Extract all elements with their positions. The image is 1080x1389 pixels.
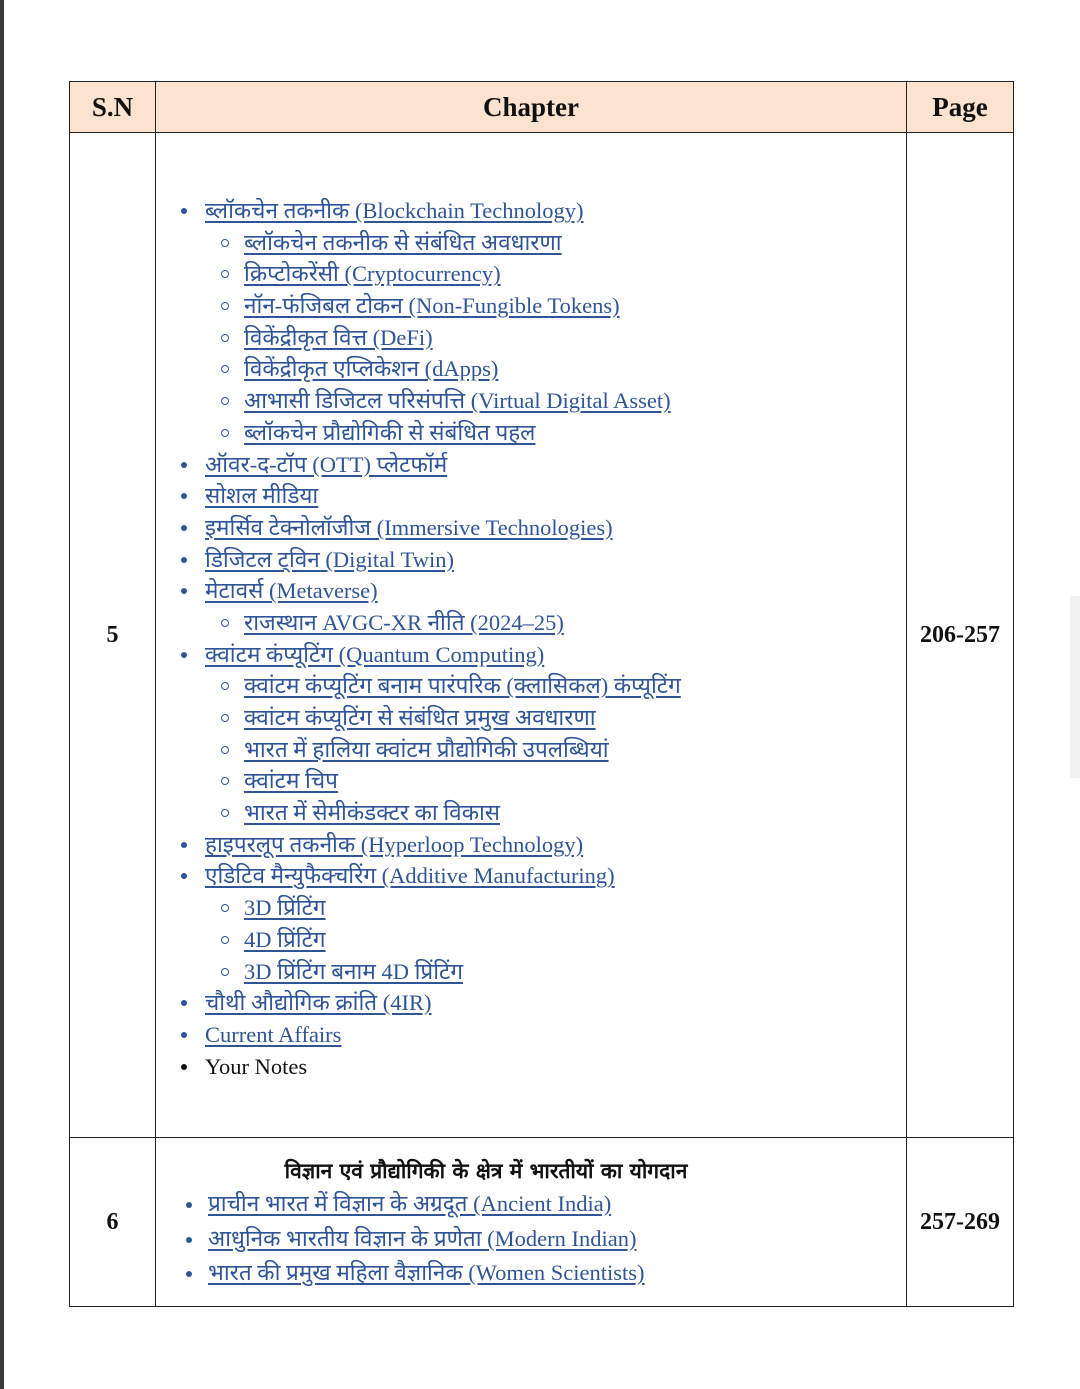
sub-topic-item bbox=[156, 797, 906, 829]
sub-topic-item bbox=[156, 734, 906, 766]
topic-link[interactable]: आधुनिक भारतीय विज्ञान के प्रणेता (Modern Indian) bbox=[208, 1225, 637, 1251]
sub-topic-item bbox=[156, 227, 906, 259]
topic-link[interactable]: ऑवर-द-टॉप (OTT) प्लेटफॉर्म bbox=[205, 451, 448, 477]
topic-link[interactable]: मेटावर्स (Metaverse) bbox=[205, 578, 378, 604]
topic-link[interactable]: राजस्थान AVGC-XR नीति (2024–25) bbox=[244, 609, 564, 635]
topic-link[interactable]: क्वांटम चिप bbox=[244, 768, 338, 794]
topic-item bbox=[156, 195, 906, 227]
topic-link[interactable]: 3D प्रिंटिंग bbox=[244, 895, 326, 921]
header-page: Page bbox=[907, 82, 1014, 133]
sub-topic-item bbox=[156, 607, 906, 639]
topic-item bbox=[156, 1187, 906, 1222]
topic-link[interactable]: इमर्सिव टेक्नोलॉजीज (Immersive Technologies) bbox=[205, 514, 613, 540]
topic-item bbox=[156, 860, 906, 892]
topic-item bbox=[156, 449, 906, 481]
table-row bbox=[70, 1138, 1014, 1307]
row-pages: 257-269 bbox=[907, 1138, 1014, 1307]
topic-link[interactable]: नॉन-फंजिबल टोकन (Non-Fungible Tokens) bbox=[244, 293, 620, 319]
topic-link[interactable]: क्वांटम कंप्यूटिंग से संबंधित प्रमुख अवधारणा bbox=[244, 705, 596, 730]
chapter-title: विज्ञान एवं प्रौद्योगिकी के क्षेत्र में भारतीयों का योगदान bbox=[284, 1159, 688, 1183]
topic-link[interactable]: Current Affairs bbox=[205, 1021, 342, 1047]
row-chapter-cell bbox=[156, 133, 907, 1138]
sub-topic-item bbox=[156, 290, 906, 322]
topic-link[interactable]: 3D प्रिंटिंग बनाम 4D प्रिंटिंग bbox=[244, 958, 464, 984]
topic-link[interactable]: डिजिटल ट्विन (Digital Twin) bbox=[205, 546, 455, 572]
topic-link[interactable]: सोशल मीडिया bbox=[205, 483, 319, 509]
topic-item bbox=[156, 512, 906, 544]
header-sn: S.N bbox=[70, 82, 156, 133]
sub-topic-item bbox=[156, 702, 906, 734]
sub-topic-item bbox=[156, 956, 906, 988]
topic-link[interactable]: ब्लॉकचेन तकनीक (Blockchain Technology) bbox=[205, 198, 584, 223]
topic-link[interactable]: क्वांटम कंप्यूटिंग बनाम पारंपरिक (क्लासिकल) कंप्यूटिंग bbox=[244, 673, 681, 699]
chapter-topic-list bbox=[156, 1187, 906, 1291]
row-sn: 6 bbox=[70, 1138, 156, 1307]
topic-link[interactable]: भारत की प्रमुख महिला वैज्ञानिक (Women Scientists) bbox=[208, 1260, 645, 1285]
topic-item bbox=[156, 639, 906, 671]
topic-link[interactable]: एडिटिव मैन्युफैक्चरिंग (Additive Manufacturing) bbox=[205, 863, 615, 889]
topic-item bbox=[156, 829, 906, 861]
topic-link[interactable]: क्रिप्टोकरेंसी (Cryptocurrency) bbox=[244, 261, 501, 287]
sub-topic-item bbox=[156, 258, 906, 290]
row-pages: 206-257 bbox=[907, 133, 1014, 1138]
topic-item bbox=[156, 480, 906, 512]
row-chapter-cell bbox=[156, 1138, 907, 1307]
topic-link[interactable]: चौथी औद्योगिक क्रांति (4IR) bbox=[205, 990, 432, 1016]
topic-link[interactable]: विकेंद्रीकृत वित्त (DeFi) bbox=[244, 324, 433, 350]
sub-topic-item bbox=[156, 322, 906, 354]
sub-topic-item bbox=[156, 353, 906, 385]
topic-link[interactable]: 4D प्रिंटिंग bbox=[244, 926, 326, 952]
page-left-edge bbox=[0, 0, 4, 1389]
sub-topic-item bbox=[156, 765, 906, 797]
topic-item bbox=[156, 1222, 906, 1257]
sub-topic-item bbox=[156, 924, 906, 956]
topic-label: Your Notes bbox=[205, 1053, 308, 1079]
topic-item bbox=[156, 987, 906, 1019]
chapter-topic-list bbox=[156, 133, 906, 1082]
topic-link[interactable]: ब्लॉकचेन तकनीक से संबंधित अवधारणा bbox=[244, 229, 562, 255]
contents-table bbox=[69, 81, 1014, 1307]
sub-topic-item bbox=[156, 892, 906, 924]
topic-link[interactable]: भारत में हालिया क्वांटम प्रौद्योगिकी उपलब्धियां bbox=[244, 736, 609, 762]
header-chapter: Chapter bbox=[156, 82, 907, 133]
topic-item bbox=[156, 575, 906, 607]
topic-item bbox=[156, 1051, 906, 1083]
row-sn: 5 bbox=[70, 133, 156, 1138]
topic-link[interactable]: आभासी डिजिटल परिसंपत्ति (Virtual Digital Asset) bbox=[244, 388, 671, 414]
topic-link[interactable]: भारत में सेमीकंडक्टर का विकास bbox=[244, 800, 501, 826]
topic-item bbox=[156, 544, 906, 576]
topic-link[interactable]: प्राचीन भारत में विज्ञान के अग्रदूत (Ancient India) bbox=[208, 1191, 612, 1216]
sub-topic-item bbox=[156, 417, 906, 449]
topic-link[interactable]: विकेंद्रीकृत एप्लिकेशन (dApps) bbox=[244, 356, 499, 382]
sub-topic-item bbox=[156, 670, 906, 702]
table-row bbox=[70, 133, 1014, 1138]
topic-item bbox=[156, 1256, 906, 1291]
side-scroll-tab bbox=[1070, 596, 1080, 778]
topic-link[interactable]: क्वांटम कंप्यूटिंग (Quantum Computing) bbox=[205, 641, 545, 667]
topic-item bbox=[156, 1019, 906, 1051]
header-row bbox=[70, 82, 1014, 133]
topic-link[interactable]: ब्लॉकचेन प्रौद्योगिकी से संबंधित पहल bbox=[244, 419, 536, 445]
topic-link[interactable]: हाइपरलूप तकनीक (Hyperloop Technology) bbox=[205, 831, 584, 857]
sub-topic-item bbox=[156, 385, 906, 417]
